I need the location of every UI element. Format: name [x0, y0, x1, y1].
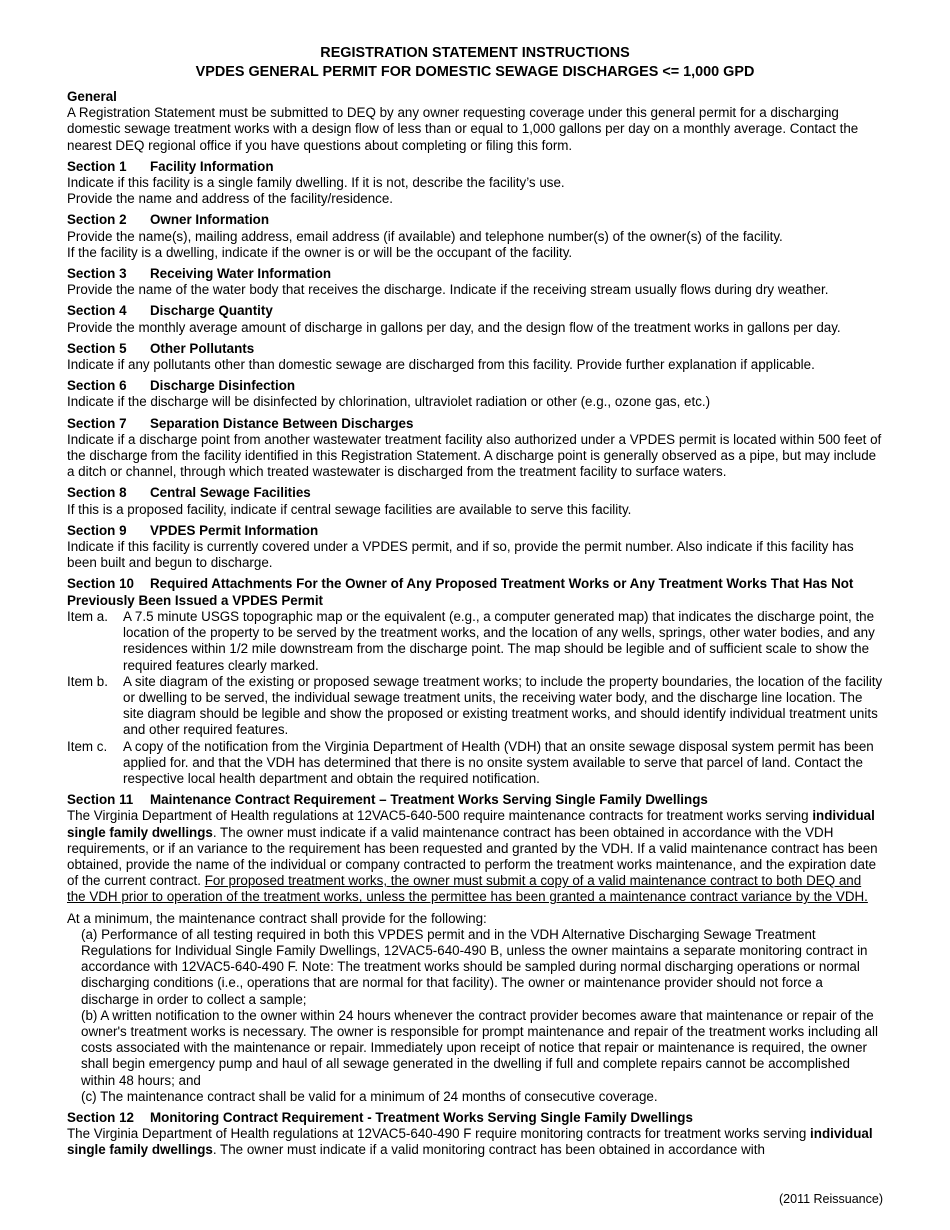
section-5 — [67, 341, 883, 373]
section-6 — [67, 378, 883, 410]
section-11-paragraph: The Virginia Department of Health regulations at 12VAC5-640-500 require maintenance contracts for treatment works serving individual single family dwellings. The owner must indicate if a valid maintenance contract has been obtained in accordance with the VDH requirements, or if an variance to the requirement has been requested and granted by the VDH. If a valid maintenance contract has been obtained, provide the name of the individual or company contracted to perform the treatment works maintenance, and the expiration date of the current contract. For proposed treatment works, the owner must submit a copy of a valid maintenance contract to both DEQ and the VDH prior to operation of the treatment works, unless the permittee has been granted a maintenance contract variance by the VDH. — [67, 808, 878, 905]
section-8-heading: Section 8 Central Sewage Facilities — [67, 485, 311, 501]
section-2-line-1: Provide the name(s), mailing address, email address (if available) and telephone number(s) of the owner(s) of the facility. — [67, 228, 783, 244]
section-1-heading: Section 1 Facility Information — [67, 158, 274, 174]
section-7-heading: Section 7 Separation Distance Between Discharges — [67, 415, 414, 431]
section-12-paragraph: The Virginia Department of Health regulations at 12VAC5-640-490 F require monitoring contracts for treatment works serving individual single family dwellings. The owner must indicate if a valid monitoring contract has been obtained in accordance with — [67, 1126, 873, 1158]
section-7 — [67, 416, 883, 481]
section-10 — [67, 576, 883, 787]
list-item: (c) The maintenance contract shall be valid for a minimum of 24 months of consecutive coverage. — [81, 1088, 658, 1104]
section-5-heading: Section 5 Other Pollutants — [67, 340, 255, 356]
list-item: Item a. A 7.5 minute USGS topographic map or the equivalent (e.g., a computer generated map) that indicates the discharge point, the location of the property to be served by the treatment works, and the location of any wells, springs, other water bodies, and any residences within 1/2 mile downstream from the discharge point. The map should be legible and of sufficient scale to show the required features clearly marked. — [67, 608, 875, 673]
section-2 — [67, 212, 883, 261]
section-10-items — [67, 609, 883, 787]
section-1-line-1: Indicate if this facility is a single family dwelling. If it is not, describe the facility’s use. — [67, 175, 565, 191]
section-3-heading: Section 3 Receiving Water Information — [67, 266, 332, 282]
section-6-text: Indicate if the discharge will be disinfected by chlorination, ultraviolet radiation or other (e.g., ozone gas, etc.) — [67, 394, 711, 410]
section-4 — [67, 303, 883, 335]
section-2-line-2: If the facility is a dwelling, indicate if the owner is or will be the occupant of the facility. — [67, 244, 573, 260]
section-11-minimum-intro: At a minimum, the maintenance contract shall provide for the following: — [67, 910, 487, 926]
section-11 — [67, 792, 883, 1105]
section-5-text: Indicate if any pollutants other than domestic sewage are discharged from this facility. Provide further explanation if applicable. — [67, 357, 815, 373]
section-4-text: Provide the monthly average amount of discharge in gallons per day, and the design flow of the treatment works in gallons per day. — [67, 319, 841, 335]
instructions-content — [67, 44, 883, 1159]
general-heading: General — [67, 89, 117, 104]
section-7-text: Indicate if a discharge point from another wastewater treatment facility also authorized under a VPDES permit is located within 500 feet of the discharge from the facility identified in this Registration Statement. A discharge point is generally observed as a pipe, but may include a ditch or channel, through which treated wastewater is discharged from the treatment facility to surface waters. — [67, 431, 882, 480]
section-2-heading: Section 2 Owner Information — [67, 212, 270, 228]
title-line-2: VPDES GENERAL PERMIT FOR DOMESTIC SEWAGE DISCHARGES <= 1,000 GPD — [195, 63, 755, 80]
list-item: (a) Performance of all testing required in both this VPDES permit and in the VDH Alternative Discharging Sewage Treatment Regulations for Individual Single Family Dwellings, 12VAC5-640-490 B, unless the owner maintains a separate monitoring contract in accordance with 12VAC5-640-490 F. Note: The treatment works should be sampled during normal discharging operations or normal discharging conditions (i.e., operations that are normal for that facility). The owner or maintenance provider should not force a discharge in order to collect a sample; — [81, 926, 868, 1007]
list-item: Item c. A copy of the notification from the Virginia Department of Health (VDH) that an onsite sewage disposal system permit has been applied for. and that the VDH has determined that there is no onsite system available to serve that parcel of land. Contact the respective local health department and obtain the required notification. — [67, 738, 874, 786]
section-9-text: Indicate if this facility is currently covered under a VPDES permit, and if so, provide the permit number. Also indicate if this facility has been built and begun to discharge. — [67, 539, 854, 571]
section-3 — [67, 266, 883, 298]
section-4-heading: Section 4 Discharge Quantity — [67, 303, 273, 319]
section-3-text: Provide the name of the water body that receives the discharge. Indicate if the receiving stream usually flows during dry weather. — [67, 282, 829, 298]
section-9 — [67, 523, 883, 572]
title-line-1: REGISTRATION STATEMENT INSTRUCTIONS — [320, 45, 630, 61]
section-1 — [67, 159, 883, 208]
section-12-heading: Section 12 Monitoring Contract Requirement - Treatment Works Serving Single Family Dwellings — [67, 1109, 693, 1125]
list-item: Item b. A site diagram of the existing or proposed sewage treatment works; to include the property boundaries, the location of the facility or dwelling to be served, the individual sewage treatment units, the receiving water body, and the discharge line location. The site diagram should be legible and show the proposed or existing treatment works, and should identify individual treatment units and other required features. — [67, 673, 883, 738]
general-text: A Registration Statement must be submitted to DEQ by any owner requesting coverage under this general permit for a discharging domestic sewage treatment works with a design flow of less than or equal to 1,000 gallons per day on a monthly average. Contact the nearest DEQ regional office if you have questions about completing or filing this form. — [67, 105, 859, 153]
section-12 — [67, 1110, 883, 1159]
list-item: (b) A written notification to the owner within 24 hours whenever the contract provider becomes aware that maintenance or repair of the owner's treatment works is necessary. The owner is responsible for prompt maintenance and repair of the treatment works including all costs associated with the maintenance or repair. Immediately upon receipt of notice that repair or maintenance is required, the owner shall begin emergency pump and haul of all sewage generated in the dwelling if full and complete repairs cannot be accomplished within 48 hours; and — [81, 1007, 878, 1088]
section-8 — [67, 485, 883, 517]
section-11-heading: Section 11 Maintenance Contract Requirement – Treatment Works Serving Single Family Dwellings — [67, 792, 708, 808]
section-1-line-2: Provide the name and address of the facility/residence. — [67, 191, 394, 207]
general-section — [67, 89, 883, 154]
section-11-requirements — [67, 927, 883, 1105]
section-8-text: If this is a proposed facility, indicate if central sewage facilities are available to serve this facility. — [67, 501, 632, 517]
section-6-heading: Section 6 Discharge Disinfection — [67, 378, 296, 394]
footer-reissuance: (2011 Reissuance) — [779, 1192, 883, 1206]
section-9-heading: Section 9 VPDES Permit Information — [67, 522, 319, 538]
document-title — [67, 44, 883, 81]
section-10-heading: Section 10 Required Attachments For the Owner of Any Proposed Treatment Works or Any Treatment Works That Has Not Previously Been Issued a VPDES Permit — [67, 576, 854, 608]
